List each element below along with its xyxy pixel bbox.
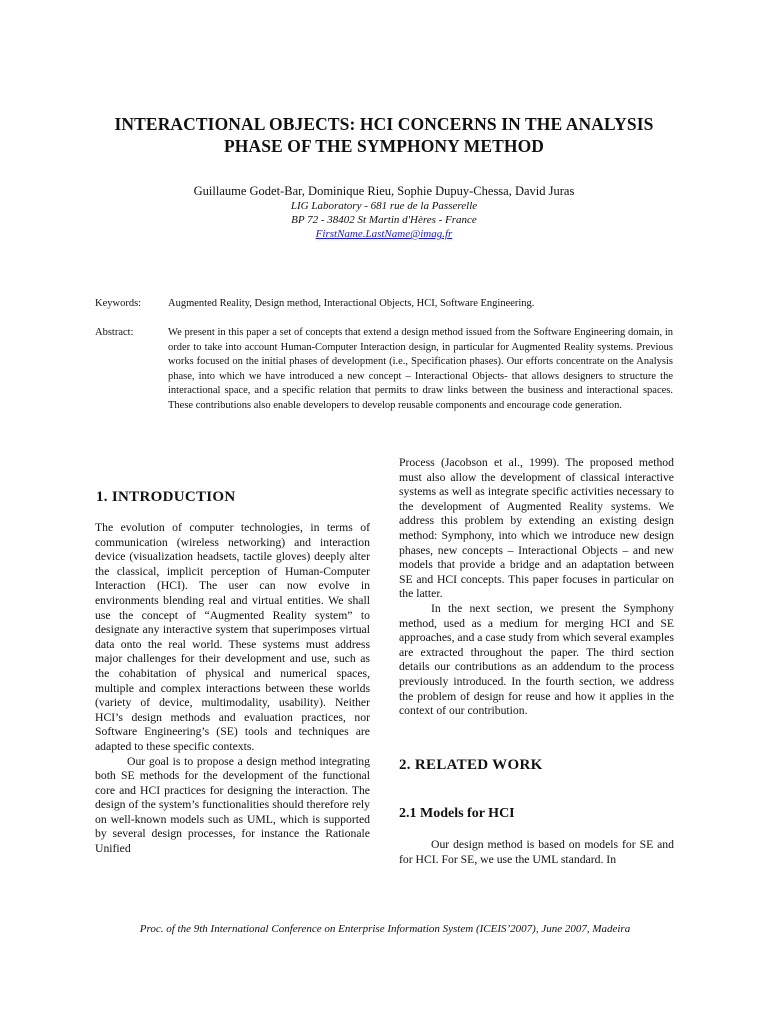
paper-title: INTERACTIONAL OBJECTS: HCI CONCERNS IN THE ANALYSIS PHASE OF THE SYMPHONY METHOD: [114, 114, 654, 156]
intro-paragraph-4: In the next section, we present the Symphony method, used as a medium for merging HCI and SE approaches, and a case study from which several examples are extracted throughout the paper. The third section details our contributions as an addendum to the process previously introduced. In the fourth section, we address the problem of design for reuse and how it applies in the context of our contribution.: [399, 601, 674, 718]
intro-paragraph-3: Process (Jacobson et al., 1999). The proposed method must also allow the development of classical interactive systems as well as integrate specific activities necessary to the development of Augmented Reality systems. We address this problem by extending an existing design method: Symphony, into which we introduce new design phases, new concepts – Interactional Objects – and new models that provide a bridge and an adaptation between SE and HCI concepts. This paper focuses in particular on the latter.: [399, 456, 674, 601]
keywords-label: Keywords:: [95, 298, 142, 309]
contact-email-line: [100, 227, 668, 241]
subsection-heading-models-for-hci: 2.1 Models for HCI: [399, 806, 515, 821]
contact-email-link[interactable]: FirstName.LastName@imag.fr: [315, 228, 453, 240]
section-heading-introduction: 1. INTRODUCTION: [96, 489, 236, 505]
abstract-text: We present in this paper a set of concepts that extend a design method issued from the Software Engineering domain, in order to take into account Human-Computer Interaction design, in particular for Augmented Reality systems. Previous works focused on the initial phases of development (i.e., Specification phases). Our efforts concentrate on the Analysis phase, into which we have introduced a new concept – Interactional Objects- that allows designers to structure the interactional space, and a specific relation that permits to draw links between the business and interactional spaces. These contributions also enable developers to develop reusable components and encourage code generation.: [168, 327, 673, 411]
left-column: [95, 521, 370, 857]
section-heading-related-work: 2. RELATED WORK: [399, 757, 543, 773]
keywords-text: Augmented Reality, Design method, Interactional Objects, HCI, Software Engineering.: [168, 298, 535, 309]
abstract-label: Abstract:: [95, 327, 134, 338]
affiliation-line-1: LIG Laboratory - 681 rue de la Passerelle: [290, 200, 478, 212]
author-list: Guillaume Godet-Bar, Dominique Rieu, Sophie Dupuy-Chessa, David Juras: [193, 184, 575, 198]
affiliation-line-2: BP 72 - 38402 St Martin d'Hères - France: [291, 214, 477, 226]
intro-paragraph-2: Our goal is to propose a design method integrating both SE methods for the development of the functional core and HCI practices for designing the interaction. The design of the system’s functionalities should therefore rely on well-known models such as UML, which is supported by several design processes, for instance the Rationale Unified: [95, 754, 370, 856]
models-paragraph-1: Our design method is based on models for SE and for HCI. For SE, we use the UML standard. In: [399, 838, 674, 866]
page-footer: Proc. of the 9th International Conference on Enterprise Information System (ICEIS’2007), June 2007, Madeira: [139, 923, 631, 935]
right-column: [399, 456, 674, 719]
intro-paragraph-1: The evolution of computer technologies, in terms of communication (wireless networking) and interaction device (visualization headsets, tactile gloves) deeply alter the classical, implicit perception of Human-Computer Interaction (HCI). The user can now evolve in environments blending real and virtual entities. We shall use the concept of “Augmented Reality system” to designate any interactive system that superimposes virtual data onto the real world. These systems must address major challenges for their development and use, such as the cohabitation of physical and numerical spaces, multiple and complex interactions between these worlds (variety of device, multimodality, usability). Neither HCI’s design methods and evaluation practices, nor Software Engineering’s (SE) tools and techniques are adapted to these specific contexts.: [95, 521, 370, 753]
